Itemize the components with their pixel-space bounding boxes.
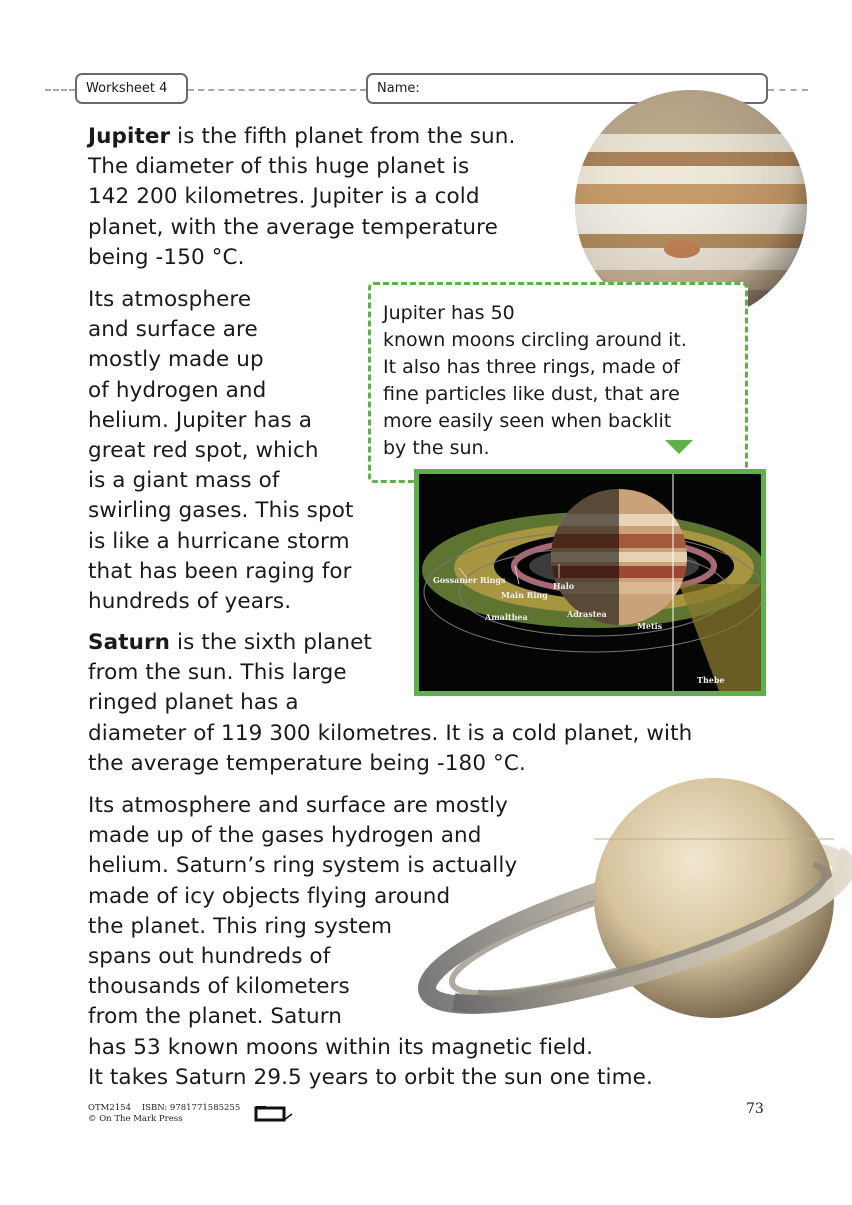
- footer-publication-info: [88, 1103, 240, 1113]
- text-line: and surface are: [88, 317, 258, 343]
- text-line: mostly made up: [88, 347, 264, 373]
- header-dashed-line-left: [45, 89, 75, 91]
- callout-line: more easily seen when backlit: [383, 410, 672, 432]
- text-line: the planet. This ring system: [88, 913, 393, 939]
- worksheet-label: Worksheet 4: [86, 81, 168, 96]
- text-line: that has been raging for: [88, 558, 352, 584]
- text-line: planet, with the average temperature: [88, 214, 498, 240]
- text-line: made up of the gases hydrogen and: [88, 823, 482, 849]
- product-code: OTM2154: [88, 1103, 131, 1113]
- isbn: ISBN: 9781771585255: [141, 1103, 241, 1113]
- text-line: from the planet. Saturn: [88, 1004, 343, 1030]
- thebe-label: Thebe: [697, 675, 725, 685]
- moons-callout-box: [368, 282, 748, 483]
- text-line: being -150 °C.: [88, 244, 245, 270]
- text-line: from the sun. This large: [88, 660, 347, 686]
- callout-line: known moons circling around it.: [383, 329, 687, 351]
- text-line: The diameter of this huge planet is: [88, 154, 470, 180]
- text-line: great red spot, which: [88, 438, 319, 464]
- amalthea-label: Amalthea: [485, 612, 528, 622]
- halo-label: Halo: [553, 581, 575, 591]
- text-line: helium. Saturn’s ring system is actually: [88, 853, 518, 879]
- worksheet-label-box: [75, 73, 188, 104]
- main-ring-label: Main Ring: [501, 590, 548, 600]
- jupiter-atmosphere-paragraph: [88, 285, 353, 617]
- text-line: is a giant mass of: [88, 468, 280, 494]
- footer-copyright: © On The Mark Press: [88, 1114, 183, 1124]
- callout-line: fine particles like dust, that are: [383, 383, 680, 405]
- callout-line: by the sun.: [383, 437, 490, 459]
- callout-line: It also has three rings, made of: [383, 356, 680, 378]
- text-line: Its atmosphere: [88, 287, 252, 312]
- saturn-atmosphere-paragraph: [88, 791, 653, 1093]
- text-line: is like a hurricane storm: [88, 528, 350, 554]
- text-line: It takes Saturn 29.5 years to orbit the sun one time.: [88, 1064, 653, 1090]
- metis-label: Metis: [637, 621, 663, 631]
- text-line: has 53 known moons within its magnetic field.: [88, 1034, 594, 1060]
- text-line: spans out hundreds of: [88, 944, 331, 970]
- callout-line: Jupiter has 50: [383, 302, 515, 324]
- text-line: hundreds of years.: [88, 589, 292, 615]
- jupiter-intro-paragraph: [88, 122, 515, 273]
- header-dashed-line-middle: [188, 89, 366, 91]
- text-line: helium. Jupiter has a: [88, 407, 313, 433]
- text-line: of hydrogen and: [88, 377, 267, 403]
- saturn-intro-paragraph: [88, 628, 692, 779]
- down-arrow-icon: [665, 440, 693, 454]
- gossamer-rings-label: Gossamer Rings: [433, 575, 506, 585]
- text-line: thousands of kilometers: [88, 974, 350, 1000]
- text-line: swirling gases. This spot: [88, 498, 354, 524]
- name-label: Name:: [377, 81, 420, 96]
- page-number: 73: [746, 1101, 764, 1117]
- text-line: ringed planet has a: [88, 690, 299, 716]
- text-line: Its atmosphere and surface are mostly: [88, 793, 508, 818]
- saturn-heading: Saturn: [88, 630, 171, 655]
- text-line: diameter of 119 300 kilometres. It is a cold planet, with: [88, 720, 693, 746]
- text-line: is the fifth planet from the sun.: [170, 124, 516, 149]
- jupiter-heading: Jupiter: [88, 124, 171, 149]
- text-line: made of icy objects flying around: [88, 883, 451, 909]
- text-line: the average temperature being -180 °C.: [88, 750, 526, 776]
- adrastea-label: Adrastea: [567, 609, 607, 619]
- text-line: is the sixth planet: [170, 630, 372, 655]
- text-line: 142 200 kilometres. Jupiter is a cold: [88, 184, 480, 210]
- teacher-book-icon: [254, 1104, 294, 1124]
